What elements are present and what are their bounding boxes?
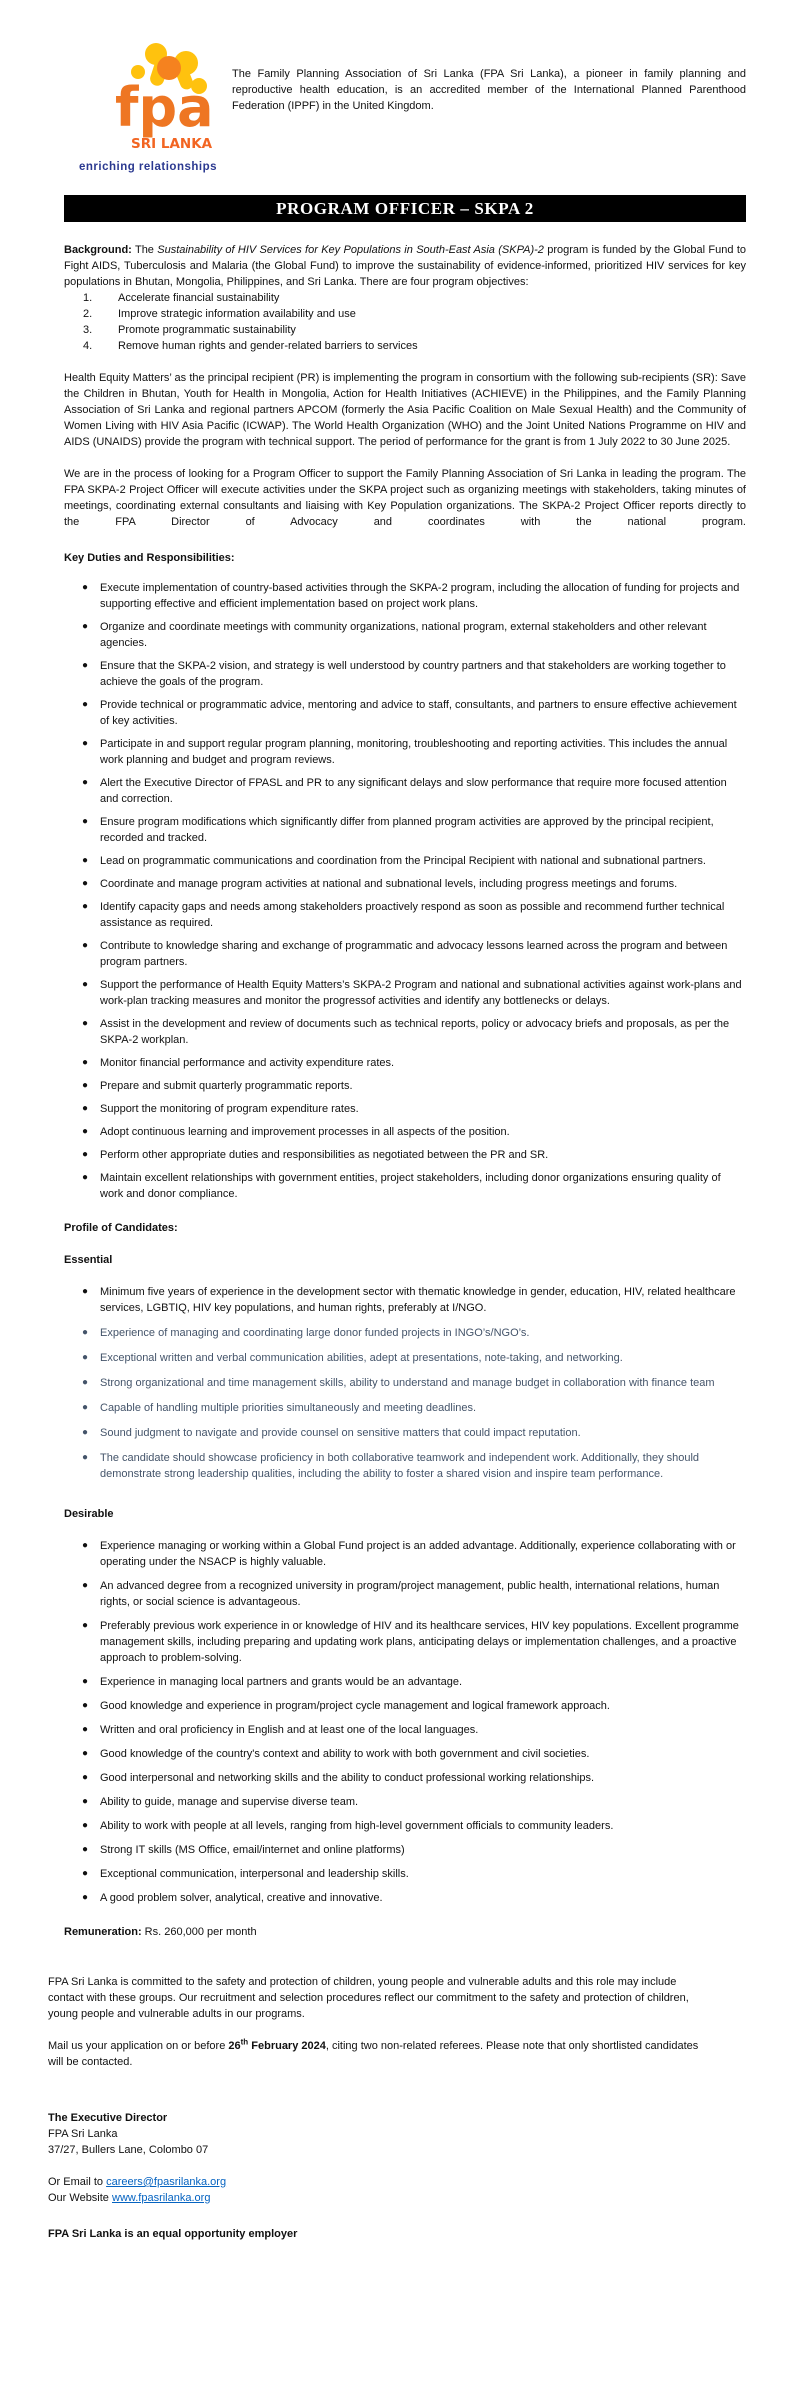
website-line	[48, 2190, 708, 2206]
objective-text: Improve strategic information availability and use	[118, 308, 356, 320]
contact-links	[48, 2174, 708, 2206]
bullet-icon: ●	[82, 1820, 89, 1831]
essential-heading: Essential	[64, 1254, 113, 1266]
essential-text: Sound judgment to navigate and provide counsel on sensitive matters that could impact reputation.	[100, 1427, 581, 1439]
duty-item	[64, 938, 746, 970]
bullet-icon: ●	[82, 660, 89, 671]
desirable-item	[64, 1578, 746, 1610]
duty-item	[64, 1101, 746, 1117]
essential-item	[64, 1325, 746, 1341]
remuneration-label: Remuneration:	[64, 1926, 142, 1938]
bullet-icon: ●	[82, 1620, 89, 1631]
desirable-item	[64, 1618, 746, 1666]
duty-item	[64, 697, 746, 729]
bullet-icon: ●	[82, 621, 89, 632]
bullet-icon: ●	[82, 1540, 89, 1551]
duty-item	[64, 619, 746, 651]
bullet-icon: ●	[82, 1402, 89, 1413]
logo-acronym-text: fpa	[115, 76, 214, 139]
duty-item	[64, 899, 746, 931]
duty-item	[64, 580, 746, 612]
duty-text: Identify capacity gaps and needs among stakeholders proactively respond as soon as possible and recommend further technical assistance as required.	[100, 901, 725, 929]
bullet-icon: ●	[82, 582, 89, 593]
bullet-icon: ●	[82, 855, 89, 866]
essential-item	[64, 1425, 746, 1441]
bullet-icon: ●	[82, 1352, 89, 1363]
essential-item	[64, 1350, 746, 1366]
essential-list	[64, 1284, 746, 1482]
essential-text: Experience of managing and coordinating large donor funded projects in INGO’s/NGO’s.	[100, 1327, 530, 1339]
bullet-icon: ●	[82, 1327, 89, 1338]
duty-text: Adopt continuous learning and improvement processes in all aspects of the position.	[100, 1126, 510, 1138]
duties-list-1	[64, 580, 746, 970]
email-line	[48, 2174, 708, 2190]
desirable-item	[64, 1794, 746, 1810]
desirable-item	[64, 1746, 746, 1762]
essential-item	[64, 1400, 746, 1416]
bullet-icon: ●	[82, 901, 89, 912]
desirable-text: Good interpersonal and networking skills and the ability to conduct professional working relationships.	[100, 1772, 595, 1784]
bullet-icon: ●	[82, 1057, 89, 1068]
bullet-icon: ●	[82, 699, 89, 710]
duty-item	[64, 1078, 746, 1094]
objective-text: Remove human rights and gender-related barriers to services	[118, 340, 418, 352]
duty-item	[64, 853, 746, 869]
essential-text: The candidate should showcase proficiency in both collaborative teamwork and independent work. Additionally, they should demonstrate strong leadership qualities, including the ability to foster a shared vision and inspire team performance.	[100, 1452, 700, 1480]
desirable-item	[64, 1866, 746, 1882]
bullet-icon: ●	[82, 1149, 89, 1160]
bullet-icon: ●	[82, 979, 89, 990]
desirable-item	[64, 1842, 746, 1858]
bullet-icon: ●	[82, 1286, 89, 1297]
desirable-text: Good knowledge of the country's context and ability to work with both government and civil societies.	[100, 1748, 590, 1760]
essential-item	[64, 1375, 746, 1391]
website-link[interactable]: www.fpasrilanka.org	[112, 2192, 211, 2204]
bullet-icon: ●	[82, 1772, 89, 1783]
bullet-icon: ●	[82, 1748, 89, 1759]
fpa-logo	[64, 38, 232, 175]
duty-text: Maintain excellent relationships with government entities, project stakeholders, including donor organizations ensuring quality of work and donor compliance.	[100, 1172, 721, 1200]
essential-item	[64, 1284, 746, 1316]
bullet-icon: ●	[82, 1103, 89, 1114]
bullet-icon: ●	[82, 1377, 89, 1388]
duty-text: Contribute to knowledge sharing and exchange of programmatic and advocacy lessons learned across the program and between program partners.	[100, 940, 728, 968]
desirable-heading: Desirable	[64, 1508, 114, 1520]
duty-text: Organize and coordinate meetings with community organizations, national program, external stakeholders and other relevant agencies.	[100, 621, 707, 649]
duty-text: Support the performance of Health Equity Matters’s SKPA-2 Program and national and subnational activities against work-plans and work-plan tracking measures and monitor the progressof activities and identify any bottlenecks or delays.	[100, 979, 742, 1007]
desirable-text: Good knowledge and experience in program/project cycle management and logical framework approach.	[100, 1700, 610, 1712]
logo-tagline: enriching relationships	[78, 161, 218, 173]
bullet-icon: ●	[82, 1452, 89, 1463]
desirable-item	[64, 1698, 746, 1714]
bullet-icon: ●	[82, 1700, 89, 1711]
desirable-text: Ability to work with people at all levels, ranging from high-level government officials to community leaders.	[100, 1820, 614, 1832]
logo-country-text: SRI LANKA	[131, 136, 213, 152]
bullet-icon: ●	[82, 1018, 89, 1029]
bullet-icon: ●	[82, 1427, 89, 1438]
duty-item	[64, 658, 746, 690]
objective-item	[64, 338, 746, 354]
desirable-text: Exceptional communication, interpersonal and leadership skills.	[100, 1868, 409, 1880]
bullet-icon: ●	[82, 1580, 89, 1591]
duty-item	[64, 1124, 746, 1140]
bullet-icon: ●	[82, 1724, 89, 1735]
fpa-logo-graphic	[68, 38, 228, 156]
duty-text: Monitor financial performance and activity expenditure rates.	[100, 1057, 395, 1069]
desirable-text: Strong IT skills (MS Office, email/internet and online platforms)	[100, 1844, 405, 1856]
desirable-item	[64, 1890, 746, 1906]
duty-item	[64, 977, 746, 1009]
desirable-text: A good problem solver, analytical, creative and innovative.	[100, 1892, 383, 1904]
desirable-text: Written and oral proficiency in English and at least one of the local languages.	[100, 1724, 479, 1736]
remuneration-value: Rs. 260,000 per month	[141, 1926, 257, 1938]
duty-text: Perform other appropriate duties and responsibilities as negotiated between the PR and SR.	[100, 1149, 549, 1161]
objective-number: 1.	[83, 292, 93, 304]
duty-item	[64, 736, 746, 768]
job-title-band: PROGRAM OFFICER – SKPA 2	[64, 195, 746, 222]
duty-text: Ensure program modifications which significantly differ from planned program activities are approved by the principal recipient, recorded and tracked.	[100, 816, 714, 844]
bullet-icon: ●	[82, 878, 89, 889]
duty-item	[64, 1147, 746, 1163]
desirable-item	[64, 1538, 746, 1570]
consortium-paragraph: Health Equity Matters’ as the principal recipient (PR) is implementing the program in consortium with the following sub-recipients (SR): Save the Children in Bhutan, Youth for Health in Mongolia, Action for Health Initiatives (ACHIEVE) in the Philippines, and the Family Planning Association of Sri Lanka and regional partners APCOM (formerly the Asia Pacific Coalition on Male Sexual Health) and the Community of Women Living with HIV Asia Pacific (ICWAP). The World Health Organization (WHO) and the Joint United Nations Programme on HIV and AIDS (UNAIDS) provide the program with technical support. The period of performance for the grant is from 1 July 2022 to 30 June 2025.	[64, 372, 746, 448]
objective-number: 4.	[83, 340, 93, 352]
bullet-icon: ●	[82, 816, 89, 827]
website-label: Our Website	[48, 2192, 112, 2204]
duty-item	[64, 1055, 746, 1071]
signature-org: FPA Sri Lanka	[48, 2128, 118, 2140]
essential-text: Minimum five years of experience in the development sector with thematic knowledge in gender, education, HIV, related healthcare services, LGBTIQ, HIV key populations, and human rights, preferably at I/NGO.	[100, 1286, 736, 1314]
bullet-icon: ●	[82, 1892, 89, 1903]
duty-text: Provide technical or programmatic advice, mentoring and advice to staff, consultants, and partners to ensure effective achievement of key activities.	[100, 699, 737, 727]
desirable-item	[64, 1722, 746, 1738]
profile-heading: Profile of Candidates:	[64, 1222, 178, 1234]
intro-paragraph: The Family Planning Association of Sri Lanka (FPA Sri Lanka), a pioneer in family planning and reproductive health education, is an accredited member of the International Planned Parenthood Federation (IPPF) in the United Kingdom.	[232, 68, 746, 112]
apply-paragraph: Mail us your application on or before 26th February 2024, citing two non-related referees. Please note that only shortlisted candidates will be contacted.	[48, 2037, 699, 2068]
bullet-icon: ●	[82, 1868, 89, 1879]
desirable-item	[64, 1818, 746, 1834]
bullet-icon: ●	[82, 1126, 89, 1137]
essential-text: Exceptional written and verbal communication abilities, adept at presentations, note-taking, and networking.	[100, 1352, 623, 1364]
objective-number: 2.	[83, 308, 93, 320]
desirable-item	[64, 1674, 746, 1690]
background-paragraph: Background: The Sustainability of HIV Services for Key Populations in South-East Asia (SKPA)-2 program is funded by the Global Fund to Fight AIDS, Tuberculosis and Malaria (the Global Fund) to improve the sustainability of evidence-informed, prioritized HIV services for key populations in Bhutan, Mongolia, Philippines, and Sri Lanka. There are four program objectives:	[64, 244, 746, 288]
desirable-text: Ability to guide, manage and supervise diverse team.	[100, 1796, 359, 1808]
duty-text: Participate in and support regular program planning, monitoring, troubleshooting and reporting activities. This includes the annual work planning and budget and program reviews.	[100, 738, 728, 766]
signature-address: 37/27, Bullers Lane, Colombo 07	[48, 2144, 209, 2156]
objective-text: Promote programmatic sustainability	[118, 324, 296, 336]
duty-item	[64, 876, 746, 892]
objective-item	[64, 322, 746, 338]
duty-text: Lead on programmatic communications and coordination from the Principal Recipient with national and subnational partners.	[100, 855, 706, 867]
bullet-icon: ●	[82, 1676, 89, 1687]
duties-heading: Key Duties and Responsibilities:	[64, 552, 235, 564]
duty-text: Prepare and submit quarterly programmatic reports.	[100, 1080, 353, 1092]
remuneration-line	[64, 1924, 746, 1940]
bullet-icon: ●	[82, 1796, 89, 1807]
objective-item	[64, 290, 746, 306]
signature-block	[48, 2110, 708, 2158]
duty-item	[64, 814, 746, 846]
desirable-text: Experience in managing local partners and grants would be an advantage.	[100, 1676, 463, 1688]
essential-text: Strong organizational and time management skills, ability to understand and manage budget in collaboration with finance team	[100, 1377, 715, 1389]
desirable-list	[64, 1538, 746, 1906]
duty-item	[64, 1170, 746, 1202]
duty-item	[64, 775, 746, 807]
signature-name: The Executive Director	[48, 2112, 168, 2124]
bullet-icon: ●	[82, 940, 89, 951]
bullet-icon: ●	[82, 1080, 89, 1091]
duty-text: Assist in the development and review of documents such as technical reports, policy or advocacy briefs and proposals, as per the SKPA-2 workplan.	[100, 1018, 730, 1046]
essential-item	[64, 1450, 746, 1482]
email-label: Or Email to	[48, 2176, 107, 2188]
bullet-icon: ●	[82, 777, 89, 788]
duty-item	[64, 1016, 746, 1048]
duty-text: Support the monitoring of program expenditure rates.	[100, 1103, 359, 1115]
desirable-text: An advanced degree from a recognized university in program/project management, public health, international relations, human rights, or social science is advantageous.	[100, 1580, 720, 1608]
essential-text: Capable of handling multiple priorities simultaneously and meeting deadlines.	[100, 1402, 477, 1414]
careers-email-link[interactable]: careers@fpasrilanka.org	[106, 2176, 227, 2188]
objective-text: Accelerate financial sustainability	[118, 292, 280, 304]
document-header	[64, 38, 746, 175]
bullet-icon: ●	[82, 1172, 89, 1183]
desirable-item	[64, 1770, 746, 1786]
desirable-text: Preferably previous work experience in or knowledge of HIV and its healthcare services, HIV key populations. Excellent programme management skills, including preparing and updating work plans, anticipating delays or implementation challenges, and a proactive approach to problem-solving.	[100, 1620, 739, 1664]
bullet-icon: ●	[82, 1844, 89, 1855]
duty-text: Coordinate and manage program activities at national and subnational levels, including progress meetings and forums.	[100, 878, 678, 890]
duty-text: Ensure that the SKPA-2 vision, and strategy is well understood by country partners and that stakeholders are working together to achieve the goals of the program.	[100, 660, 726, 688]
role-paragraph: We are in the process of looking for a Program Officer to support the Family Planning Association of Sri Lanka in leading the program. The FPA SKPA-2 Project Officer will execute activities under the SKPA project such as organizing meetings with stakeholders, taking minutes of meetings, coordinating external consultants and liaising with Key Population organizations. The SKPA-2 Project Officer reports directly to the FPA Director of Advocacy and coordinates with the national program.	[64, 468, 746, 528]
duty-text: Execute implementation of country-based activities through the SKPA-2 program, including the allocation of funding for projects and supporting effective and efficient implementation based on project work plans.	[100, 582, 740, 610]
duties-list-2	[64, 977, 746, 1202]
equal-opportunity-line: FPA Sri Lanka is an equal opportunity employer	[48, 2228, 298, 2240]
program-objectives-list	[64, 290, 746, 354]
desirable-text: Experience managing or working within a Global Fund project is an added advantage. Additionally, experience collaborating with or operating under the NSACP is highly valuable.	[100, 1540, 736, 1568]
bullet-icon: ●	[82, 738, 89, 749]
safeguarding-paragraph: FPA Sri Lanka is committed to the safety and protection of children, young people and vulnerable adults and this role may include contact with these groups. Our recruitment and selection procedures reflect our commitment to the safety and protection of children, young people and vulnerable adults in our programs.	[48, 1976, 689, 2020]
objective-number: 3.	[83, 324, 93, 336]
objective-item	[64, 306, 746, 322]
duty-text: Alert the Executive Director of FPASL and PR to any significant delays and slow performance that require more focused attention and correction.	[100, 777, 727, 805]
